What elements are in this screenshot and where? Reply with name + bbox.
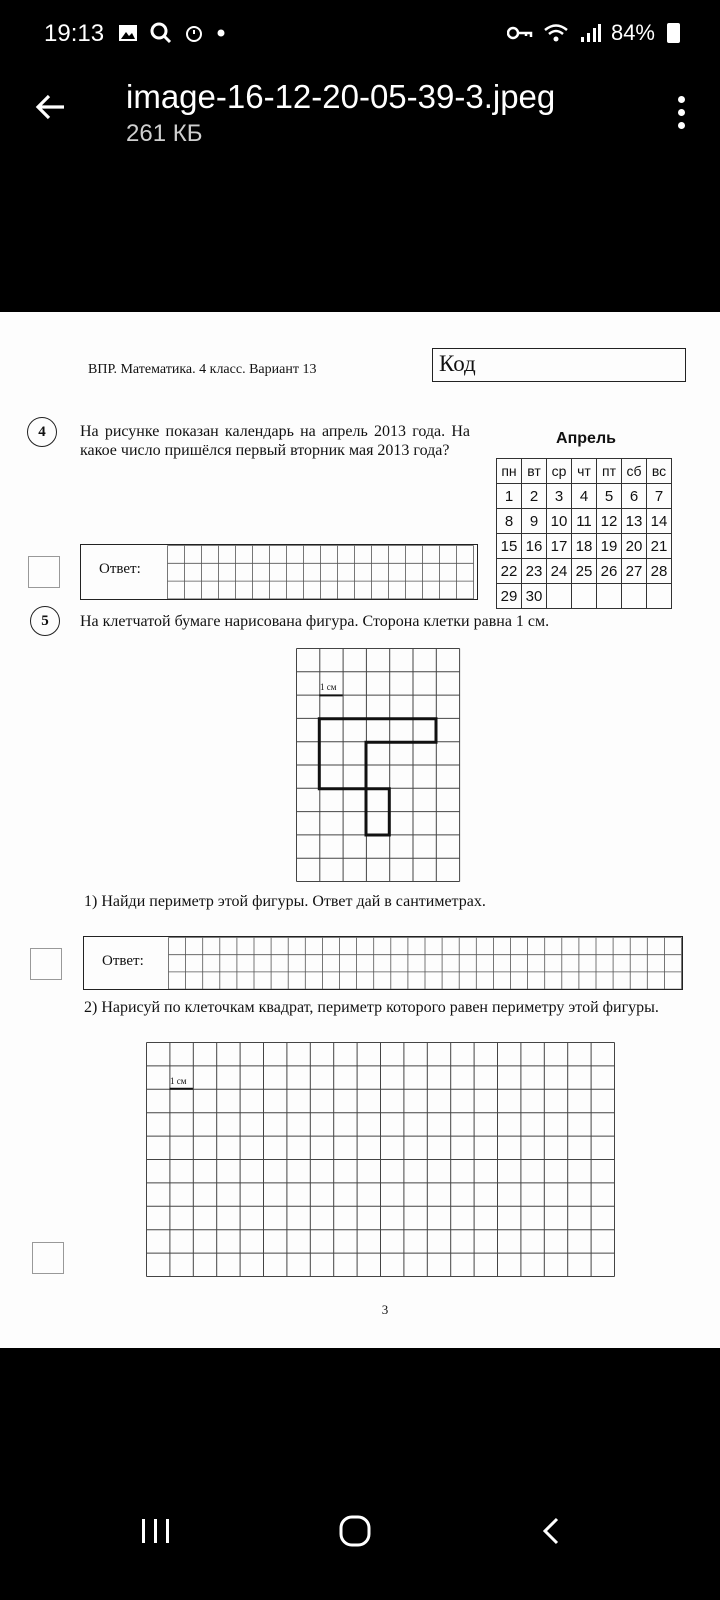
page-number: 3 bbox=[381, 1302, 389, 1317]
viewer-app-bar bbox=[0, 72, 720, 312]
score-box-q5-1 bbox=[30, 948, 62, 980]
calendar-date: 10 bbox=[547, 509, 572, 534]
calendar-date: 25 bbox=[572, 559, 597, 584]
answer-box-q4 bbox=[80, 544, 478, 600]
calendar-date: 7 bbox=[647, 484, 672, 509]
calendar-date: 8 bbox=[497, 509, 522, 534]
code-label: Код bbox=[439, 351, 476, 376]
calendar-table bbox=[496, 458, 672, 609]
alarm-icon bbox=[184, 23, 204, 43]
answer-box-q5 bbox=[83, 936, 683, 990]
calendar-day: ср bbox=[547, 459, 572, 484]
figure-grid bbox=[296, 648, 466, 884]
answer-label-q4: Ответ: bbox=[99, 561, 141, 577]
key-icon bbox=[507, 25, 533, 41]
calendar-day: вс bbox=[647, 459, 672, 484]
answer-cells-q4 bbox=[167, 545, 477, 599]
calendar-date: 29 bbox=[497, 584, 522, 609]
calendar-date bbox=[572, 584, 597, 609]
calendar-date: 23 bbox=[522, 559, 547, 584]
wifi-icon bbox=[543, 23, 569, 43]
navigation-bar bbox=[0, 1500, 720, 1600]
calendar-date: 14 bbox=[647, 509, 672, 534]
back-arrow-icon[interactable] bbox=[34, 90, 68, 124]
score-box-q5-2 bbox=[32, 1242, 64, 1274]
calendar-date: 9 bbox=[522, 509, 547, 534]
battery-icon bbox=[667, 23, 680, 43]
calendar-date: 2 bbox=[522, 484, 547, 509]
calendar-date: 4 bbox=[572, 484, 597, 509]
calendar-date: 21 bbox=[647, 534, 672, 559]
question-5-part-2: 2) Нарисуй по клеточкам квадрат, периметр которого равен периметру этой фигуры. bbox=[84, 999, 659, 1016]
calendar-date: 19 bbox=[597, 534, 622, 559]
calendar-date: 6 bbox=[622, 484, 647, 509]
calendar-date: 17 bbox=[547, 534, 572, 559]
file-name: image-16-12-20-05-39-3.jpeg bbox=[126, 78, 556, 115]
scale-label: 1 см bbox=[320, 682, 337, 692]
calendar-date: 26 bbox=[597, 559, 622, 584]
question-4-text: На рисунке показан календарь на апрель 2013 года. На какое число пришёлся первый вторник мая 2013 года? bbox=[80, 423, 470, 459]
answer-label-q5: Ответ: bbox=[102, 953, 144, 969]
back-nav-icon[interactable] bbox=[540, 1516, 562, 1546]
dot-icon bbox=[216, 28, 226, 38]
calendar-date: 20 bbox=[622, 534, 647, 559]
calendar-day: чт bbox=[572, 459, 597, 484]
calendar-date: 5 bbox=[597, 484, 622, 509]
calendar-date: 27 bbox=[622, 559, 647, 584]
more-options-icon[interactable] bbox=[678, 96, 686, 135]
calendar-day: пт bbox=[597, 459, 622, 484]
recent-apps-icon[interactable] bbox=[140, 1516, 172, 1546]
calendar-date: 1 bbox=[497, 484, 522, 509]
battery-level: 84% bbox=[610, 20, 655, 45]
calendar-date: 12 bbox=[597, 509, 622, 534]
t-shape-figure bbox=[319, 719, 436, 835]
calendar-date bbox=[647, 584, 672, 609]
calendar-date bbox=[622, 584, 647, 609]
worksheet-header: ВПР. Математика. 4 класс. Вариант 13 bbox=[88, 362, 317, 377]
home-icon[interactable] bbox=[338, 1514, 372, 1548]
calendar-date: 24 bbox=[547, 559, 572, 584]
scale-label-2: 1 см bbox=[170, 1076, 187, 1086]
calendar-date: 30 bbox=[522, 584, 547, 609]
question-5-part-1: 1) Найди периметр этой фигуры. Ответ дай в сантиметрах. bbox=[84, 893, 486, 910]
calendar-title: Апрель bbox=[556, 430, 616, 447]
drawing-grid[interactable] bbox=[146, 1042, 622, 1294]
image-icon bbox=[118, 24, 138, 42]
question-5-number: 5 bbox=[30, 606, 60, 636]
calendar-date: 22 bbox=[497, 559, 522, 584]
calendar-date: 11 bbox=[572, 509, 597, 534]
calendar-date: 18 bbox=[572, 534, 597, 559]
calendar-day: сб bbox=[622, 459, 647, 484]
calendar-day: вт bbox=[522, 459, 547, 484]
file-size: 261 КБ bbox=[126, 120, 203, 147]
search-icon bbox=[150, 22, 172, 44]
calendar-date: 13 bbox=[622, 509, 647, 534]
calendar-date bbox=[597, 584, 622, 609]
calendar-day: пн bbox=[497, 459, 522, 484]
answer-cells-q5 bbox=[168, 937, 682, 989]
question-5-text: На клетчатой бумаге нарисована фигура. Сторона клетки равна 1 см. bbox=[80, 613, 550, 630]
question-4-number: 4 bbox=[27, 417, 57, 447]
calendar-date: 3 bbox=[547, 484, 572, 509]
calendar-date: 16 bbox=[522, 534, 547, 559]
worksheet-photo[interactable] bbox=[0, 312, 720, 1348]
calendar-date: 28 bbox=[647, 559, 672, 584]
calendar-date: 15 bbox=[497, 534, 522, 559]
status-bar bbox=[0, 0, 720, 72]
signal-icon bbox=[579, 23, 601, 43]
calendar-date bbox=[547, 584, 572, 609]
code-box bbox=[432, 348, 686, 382]
clock: 19:13 bbox=[44, 20, 105, 47]
score-box-q4 bbox=[28, 556, 60, 588]
